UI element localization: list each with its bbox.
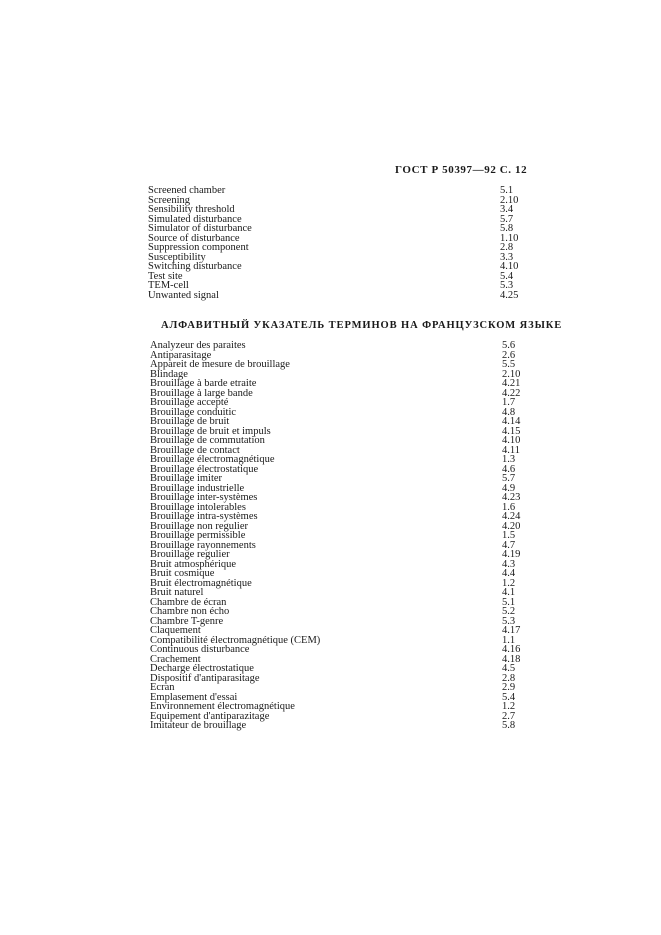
term-reference-number: 3.3 (500, 251, 514, 263)
index-entry (148, 262, 518, 272)
index-entry (150, 360, 520, 370)
term-reference-number: 1.5 (502, 530, 516, 541)
term-label: Brouillage industrielle (150, 482, 245, 494)
term-label: Screened chamber (148, 185, 226, 196)
term-reference-number: 3.4 (500, 204, 514, 215)
term-reference-number: 4.16 (502, 644, 521, 655)
term-reference-number: 2.10 (502, 368, 521, 380)
index-entry (150, 721, 520, 731)
term-label: Antiparasitage (150, 349, 212, 361)
term-reference-number: 2.8 (500, 242, 514, 253)
english-term-list (148, 186, 518, 300)
term-label: Source of disturbance (148, 232, 240, 244)
term-label: Simulated disturbance (148, 213, 242, 225)
term-reference-number: 5.3 (502, 615, 516, 627)
term-label: Blindage (150, 368, 188, 380)
term-label: Test site (148, 270, 183, 282)
term-reference-number: 5.7 (500, 213, 514, 225)
term-label: Brouillage accepté (150, 397, 229, 408)
term-reference-number: 4.10 (500, 261, 519, 272)
term-label: Chambre de écran (150, 596, 227, 608)
index-entry (150, 645, 520, 655)
term-label: Sensibility threshold (148, 204, 235, 215)
term-label: Continuous disturbance (150, 644, 250, 655)
term-reference-number: 4.4 (502, 568, 516, 579)
term-label: Bruit naturel (150, 587, 204, 598)
term-reference-number: 5.6 (502, 340, 516, 351)
term-label: Brouillage de bruit et impuls (150, 425, 271, 437)
term-label: Decharge électrostatique (150, 663, 254, 674)
term-reference-number: 4.19 (502, 549, 521, 560)
term-reference-number: 5.8 (502, 720, 516, 731)
term-label: Bruit cosmique (150, 568, 215, 579)
term-label: Brouillage intra-systèmes (150, 511, 258, 522)
term-reference-number: 4.1 (502, 587, 516, 598)
term-label: Chambre non écho (150, 606, 230, 617)
term-label: TEM-cell (148, 280, 189, 291)
term-reference-number: 5.8 (500, 223, 514, 234)
term-label: Environnement électromagnétique (150, 701, 295, 712)
term-reference-number: 4.11 (502, 444, 520, 456)
term-label: Bruit atmosphérique (150, 558, 237, 570)
term-reference-number: 1.7 (502, 397, 516, 408)
term-label: Compatibilité électromagnétique (CEM) (150, 634, 321, 646)
term-label: Brouillage de bruit (150, 416, 230, 427)
term-reference-number: 4.20 (502, 520, 521, 532)
term-reference-number: 4.3 (502, 558, 516, 570)
term-reference-number: 2.10 (500, 194, 519, 206)
term-label: Chambre T-genre (150, 615, 224, 627)
term-reference-number: 4.5 (502, 663, 516, 674)
index-entry (150, 617, 520, 627)
term-reference-number: 1.2 (502, 701, 516, 712)
term-label: Equipement d'antiparazitage (150, 710, 270, 722)
term-label: Unwanted signal (148, 289, 219, 301)
term-label: Brouillage conduitic (150, 406, 237, 418)
term-label: Brouillage électrostatique (150, 463, 259, 475)
term-reference-number: 4.10 (502, 435, 521, 446)
term-label: Brouillage de contact (150, 444, 240, 456)
term-label: Brouillage non regulier (150, 520, 248, 532)
term-label: Emplasement d'essai (150, 691, 238, 703)
term-reference-number: 4.25 (500, 289, 519, 301)
term-reference-number: 4.23 (502, 492, 521, 503)
page-header: ГОСТ Р 50397—92 С. 12 (395, 164, 528, 176)
term-reference-number: 2.7 (502, 710, 516, 722)
term-reference-number: 4.7 (502, 539, 516, 551)
term-reference-number: 4.8 (502, 406, 516, 418)
term-reference-number: 5.3 (500, 280, 514, 291)
term-reference-number: 1.1 (502, 634, 516, 646)
term-reference-number: 5.4 (502, 691, 516, 703)
term-label: Crachement (150, 653, 201, 665)
term-reference-number: 4.21 (502, 378, 521, 389)
term-label: Brouillage à large bande (150, 387, 253, 399)
term-reference-number: 2.9 (502, 682, 516, 693)
term-label: Brouillage inter-systèmes (150, 492, 258, 503)
term-label: Brouillage intolerables (150, 501, 246, 513)
term-reference-number: 1.3 (502, 454, 516, 465)
term-reference-number: 4.24 (502, 511, 521, 522)
term-label: Bruit électromagnétique (150, 577, 252, 589)
term-reference-number: 5.2 (502, 606, 516, 617)
term-label: Suppression component (148, 242, 249, 253)
term-label: Brouillage regulier (150, 549, 230, 560)
term-reference-number: 4.17 (502, 625, 521, 636)
term-label: Brouillage de commutation (150, 435, 265, 446)
term-label: Dispositif d'antiparasitage (150, 672, 260, 684)
term-reference-number: 2.8 (502, 672, 516, 684)
term-reference-number: 1.2 (502, 577, 516, 589)
term-label: Analyzeur des paraites (150, 340, 246, 351)
term-reference-number: 4.9 (502, 482, 516, 494)
term-reference-number: 4.15 (502, 425, 521, 437)
index-entry (148, 291, 518, 301)
term-label: Brouillage imiter (150, 473, 223, 484)
term-reference-number: 5.4 (500, 270, 514, 282)
term-reference-number: 5.1 (500, 185, 514, 196)
term-reference-number: 1.6 (502, 501, 516, 513)
term-reference-number: 5.5 (502, 359, 516, 370)
term-reference-number: 5.7 (502, 473, 516, 484)
index-entry (148, 272, 518, 282)
term-label: Ecran (150, 682, 175, 693)
french-index-title: АЛФАВИТНЫЙ УКАЗАТЕЛЬ ТЕРМИНОВ НА ФРАНЦУЗСКОМ ЯЗЫКЕ (161, 320, 563, 331)
term-reference-number: 2.6 (502, 349, 516, 361)
term-label: Imitateur de brouillage (150, 720, 247, 731)
term-reference-number: 4.22 (502, 387, 521, 399)
term-label: Screening (148, 194, 190, 206)
index-entry (148, 186, 518, 196)
term-reference-number: 4.14 (502, 416, 521, 427)
term-label: Brouillage rayonnements (150, 539, 256, 551)
index-entry (150, 579, 520, 589)
term-reference-number: 1.10 (500, 232, 519, 244)
term-label: Claquement (150, 625, 201, 636)
term-label: Appareit de mesure de brouillage (150, 359, 290, 370)
term-reference-number: 5.1 (502, 596, 516, 608)
french-term-list (150, 341, 520, 731)
index-entry (150, 674, 520, 684)
term-label: Brouillage à barde etraite (150, 378, 257, 389)
term-label: Susceptibility (148, 251, 206, 263)
term-label: Switching disturbance (148, 261, 242, 272)
term-label: Brouillage électromagnétique (150, 454, 275, 465)
term-reference-number: 4.6 (502, 463, 516, 475)
term-label: Simulator of disturbance (148, 223, 252, 234)
term-reference-number: 4.18 (502, 653, 521, 665)
term-label: Brouillage permissible (150, 530, 246, 541)
